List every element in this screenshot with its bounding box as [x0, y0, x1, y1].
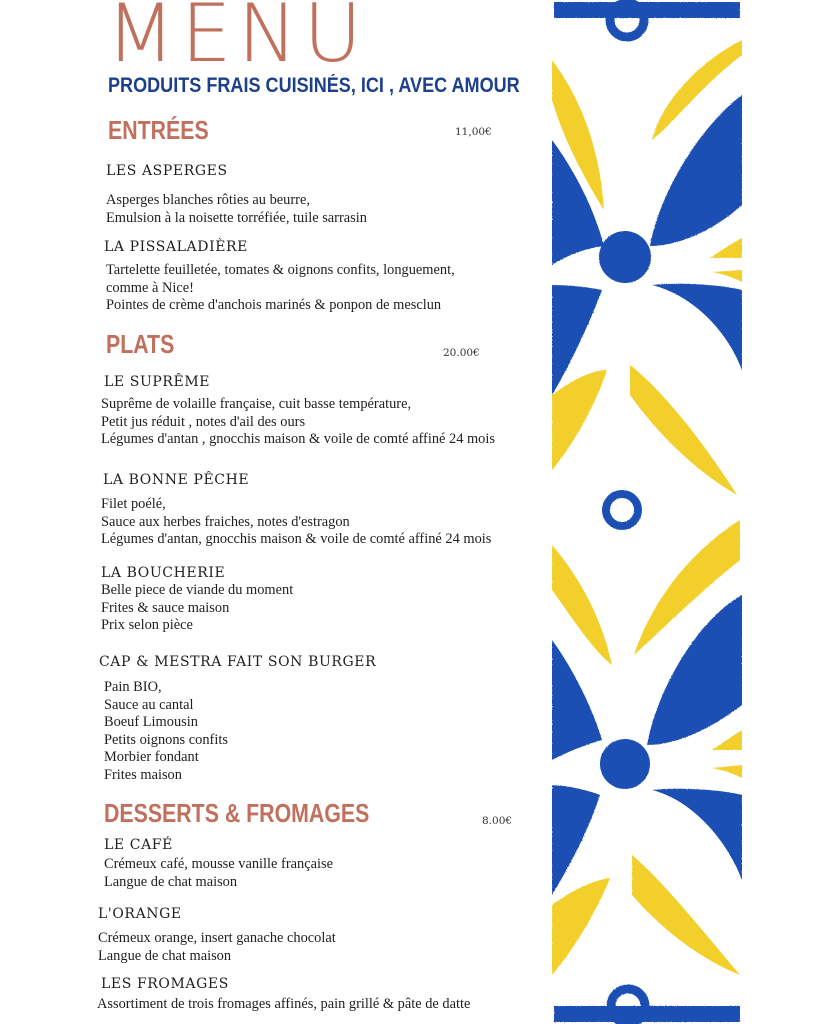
blue-petal	[652, 789, 742, 880]
item-name-orange: L'ORANGE	[98, 906, 182, 922]
yellow-leaf	[710, 238, 742, 258]
yellow-leaf	[552, 370, 607, 470]
item-name-cafe: LE CAFÉ	[104, 837, 173, 853]
section-title-desserts: DESSERTS & FROMAGES	[104, 798, 370, 828]
section-price-entrees: 11,00€	[455, 126, 492, 138]
item-desc-orange: Crémeux orange, insert ganache chocolat Langue de chat maison	[98, 930, 336, 964]
item-desc-cafe: Crémeux café, mousse vanille française Langue de chat maison	[104, 856, 333, 890]
blue-dot	[600, 739, 650, 789]
page-subtitle: PRODUITS FRAIS CUISINÉS, ICI , AVEC AMOUR	[108, 74, 520, 97]
yellow-leaf	[630, 365, 737, 495]
item-desc-boucherie: Belle piece de viande du moment Frites & sauce maison Prix selon pièce	[101, 582, 294, 634]
item-name-burger: CAP & MESTRA FAIT SON BURGER	[99, 654, 377, 670]
yellow-leaf	[712, 270, 742, 282]
section-price-desserts: 8.00€	[482, 815, 513, 827]
blue-ring-middle	[606, 494, 638, 526]
yellow-leaf	[552, 878, 610, 975]
item-desc-bonne-peche: Filet poélé, Sauce aux herbes fraiches, notes d'estragon Légumes d'antan, gnocchis maison & voile de comté affiné 24 mois	[101, 496, 492, 548]
item-name-bonne-peche: LA BONNE PÊCHE	[103, 472, 250, 488]
item-name-pissaladiere: LA PISSALADIÈRE	[104, 239, 248, 255]
section-title-plats: PLATS	[106, 329, 175, 359]
yellow-leaf	[552, 545, 612, 665]
item-name-fromages: LES FROMAGES	[101, 976, 229, 992]
item-desc-supreme: Suprême de volaille française, cuit basse température, Petit jus réduit , notes d'ail des ours Légumes d'antan , gnocchis maison & voile de comté affiné 24 mois	[101, 396, 495, 448]
item-name-asperges: LES ASPERGES	[106, 163, 228, 179]
blue-petal	[552, 785, 600, 895]
item-desc-fromages: Assortiment de trois fromages affinés, pain grillé & pâte de datte	[97, 996, 471, 1012]
tile-pattern	[552, 0, 742, 1024]
page-title: MENU	[106, 0, 368, 80]
item-desc-pissaladiere: Tartelette feuilletée, tomates & oignons confits, longuement, comme à Nice! Pointes de crème d'anchois marinés & ponpon de mesclun	[106, 262, 455, 314]
yellow-leaf	[712, 730, 742, 750]
blue-dot	[599, 231, 651, 283]
blue-petal	[652, 284, 742, 370]
item-name-boucherie: LA BOUCHERIE	[101, 565, 226, 581]
section-price-plats: 20.00€	[443, 347, 480, 359]
item-desc-asperges: Asperges blanches rôties au beurre, Emulsion à la noisette torréfiée, tuile sarrasin	[106, 192, 367, 226]
yellow-leaf	[712, 765, 742, 778]
item-name-supreme: LE SUPRÊME	[104, 374, 211, 390]
section-title-entrees: ENTRÉES	[108, 115, 209, 145]
yellow-leaf	[632, 855, 740, 975]
item-desc-burger: Pain BIO, Sauce au cantal Boeuf Limousin Petits oignons confits Morbier fondant Frites maison	[104, 679, 228, 783]
blue-petal	[552, 640, 602, 760]
blue-band-bottom	[554, 1006, 740, 1022]
